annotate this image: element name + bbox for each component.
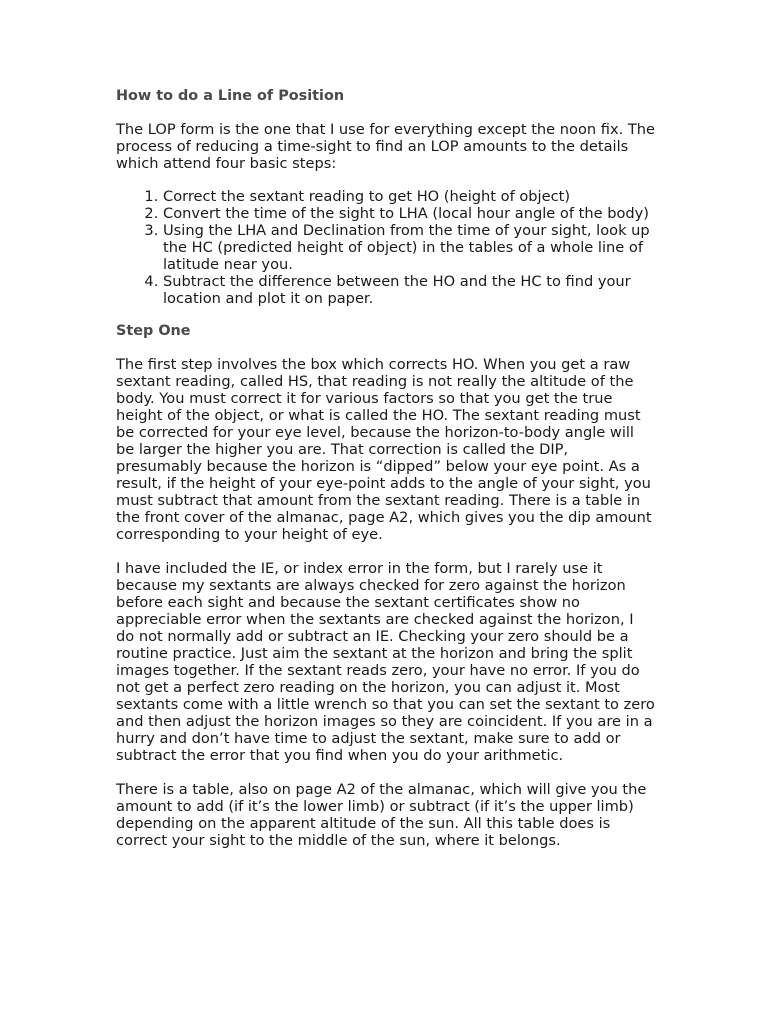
intro-paragraph: The LOP form is the one that I use for everything except the noon fix. The process of reducing a time-sight to find an LOP amounts to the details which attend four basic steps: <box>116 121 656 172</box>
list-item: 2. Convert the time of the sight to LHA (local hour angle of the body) <box>163 205 656 222</box>
steps-list <box>116 188 656 307</box>
section-heading-step-one: Step One <box>116 323 191 339</box>
paragraph-limb-correction: There is a table, also on page A2 of the almanac, which will give you the amount to add (if it’s the lower limb) or subtract (if it’s the upper limb) depending on the apparent altitude of the sun. All this table does is correct your sight to the middle of the sun, where it belongs. <box>116 781 647 849</box>
paragraph-index-error: I have included the IE, or index error in the form, but I rarely use it because my sextants are always checked for zero against the horizon before each sight and because the sextant certificates show no appreciable error when the sextants are checked against the horizon, I do not normally add or subtract an IE. Checking your zero should be a routine practice. Just aim the sextant at the horizon and bring the split images together. If the sextant reads zero, your have no error. If you do not get a perfect zero reading on the horizon, you can adjust it. Most sextants come with a little wrench so that you can set the sextant to zero and then adjust the horizon images so they are coincident. If you are in a hurry and don’t have time to adjust the sextant, make sure to add or subtract the error that you find when you do your arithmetic. <box>116 560 655 764</box>
paragraph-ho-correction: The first step involves the box which corrects HO. When you get a raw sextant reading, called HS, that reading is not really the altitude of the body. You must correct it for various factors so that you get the true height of the object, or what is called the HO. The sextant reading must be corrected for your eye level, because the horizon-to-body angle will be larger the higher you are. That correction is called the DIP, presumably because the horizon is “dipped” below your eye point. As a result, if the height of your eye-point adds to the angle of your sight, you must subtract that amount from the sextant reading. There is a table in the front cover of the almanac, page A2, which gives you the dip amount corresponding to your height of eye. <box>116 356 652 543</box>
list-item: 4. Subtract the difference between the HO and the HC to find your location and plot it on paper. <box>163 273 656 307</box>
list-item: 1. Correct the sextant reading to get HO (height of object) <box>163 188 656 205</box>
list-item: 3. Using the LHA and Declination from the time of your sight, look up the HC (predicted height of object) in the tables of a whole line of latitude near you. <box>163 222 656 273</box>
document-title: How to do a Line of Position <box>116 88 345 104</box>
document-page <box>116 86 656 849</box>
